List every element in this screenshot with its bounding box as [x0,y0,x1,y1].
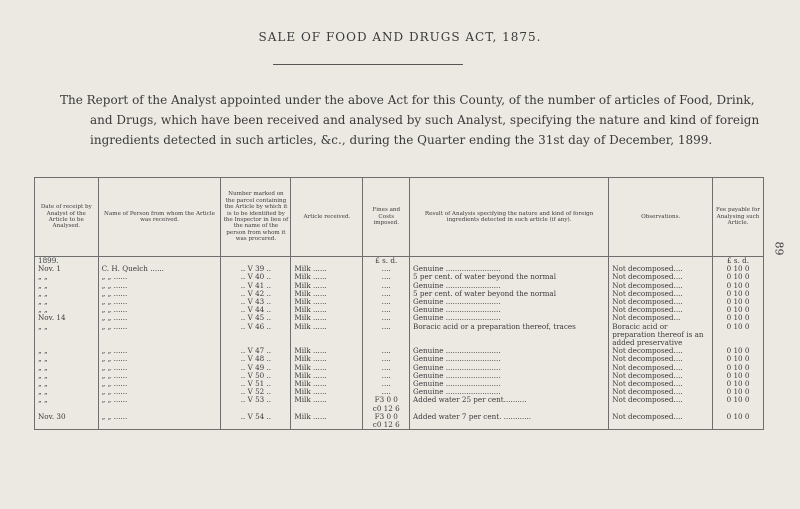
fee-cell: 0 10 0 [713,380,764,388]
article-cell: Milk ...... [291,355,363,363]
table-row [35,355,764,363]
result-cell: Genuine ........................ [410,364,609,372]
number-cell: .. V 50 .. [221,372,291,380]
name-cell: „ „ ...... [98,306,221,314]
fines-cell: .... [363,355,410,363]
date-cell: „ „ [35,388,99,396]
date-cell: „ „ [35,282,99,290]
currency-row [35,257,764,266]
fines-cell: .... [363,282,410,290]
number-cell: .. V 44 .. [221,306,291,314]
date-cell: „ „ [35,355,99,363]
fee-cell: 0 10 0 [713,314,764,322]
table-row [35,306,764,314]
number-cell: .. V 52 .. [221,388,291,396]
number-cell: .. V 54 .. [221,413,291,430]
fee-cell: 0 10 0 [713,323,764,348]
observation-cell: Not decomposed.... [609,265,713,273]
number-cell: .. V 49 .. [221,364,291,372]
table-row [35,388,764,396]
analysis-register-table [34,177,764,430]
name-cell: „ „ ...... [98,380,221,388]
fines-cell: .... [363,372,410,380]
name-cell: „ „ ...... [98,314,221,322]
table-row [35,282,764,290]
date-cell: „ „ [35,306,99,314]
article-cell: Milk ...... [291,372,363,380]
col-header-number: Number marked on the parcel containing the Article by which it is to be identified by the Inspector in lieu of the name of the person from whom it was procured. [221,178,291,257]
fee-cell: 0 10 0 [713,388,764,396]
observation-cell: Not decomposed.... [609,396,713,412]
fee-cell: 0 10 0 [713,265,764,273]
col-header-article: Article received. [291,178,363,257]
observation-cell: Not decomposed.... [609,273,713,281]
header-row [35,178,764,257]
number-cell: .. V 48 .. [221,355,291,363]
intro-line: and Drugs, which have been received and analysed by such Analyst, specifying the nature and kind of foreign [90,113,760,127]
date-cell: „ „ [35,347,99,355]
article-cell: Milk ...... [291,396,363,412]
name-cell: „ „ ...... [98,347,221,355]
fines-cell: .... [363,298,410,306]
table-row [35,290,764,298]
fee-cell: 0 10 0 [713,282,764,290]
col-header-name: Name of Person from whom the Article was received. [98,178,221,257]
fee-cell: 0 10 0 [713,298,764,306]
observation-cell: Not decomposed.... [609,306,713,314]
result-cell: 5 per cent. of water beyond the normal [410,273,609,281]
observation-cell: Not decomposed.... [609,413,713,430]
article-cell: Milk ...... [291,298,363,306]
name-cell: „ „ ...... [98,372,221,380]
observation-cell: Not decomposed.... [609,372,713,380]
col-header-date: Date of receipt by Analyst of the Article to be Analysed. [35,178,99,257]
observation-cell: Boracic acid or preparation thereof is an added preservative [609,323,713,348]
fee-cell: 0 10 0 [713,355,764,363]
date-cell: Nov. 1 [35,265,99,273]
col-header-observations: Observations. [609,178,713,257]
fee-cell: 0 10 0 [713,396,764,412]
result-cell: Genuine ........................ [410,282,609,290]
fee-cell: 0 10 0 [713,364,764,372]
table-row [35,298,764,306]
fee-cell: 0 10 0 [713,372,764,380]
fines-cell: .... [363,388,410,396]
article-cell: Milk ...... [291,306,363,314]
fines-cell: .... [363,265,410,273]
observation-cell: Not decomposed.... [609,298,713,306]
result-cell: Genuine ........................ [410,298,609,306]
result-cell: Genuine ........................ [410,265,609,273]
report-intro [60,90,760,150]
result-cell: Added water 25 per cent.......... [410,396,609,412]
fee-cell: 0 10 0 [713,347,764,355]
table-row [35,265,764,273]
name-cell: „ „ ...... [98,290,221,298]
observation-cell: Not decomposed.... [609,388,713,396]
fee-cell: 0 10 0 [713,413,764,430]
col-header-fee: Fee payable for Analysing such Article. [713,178,764,257]
fines-cell: .... [363,273,410,281]
name-cell: „ „ ...... [98,323,221,348]
article-cell: Milk ...... [291,323,363,348]
fines-cell: F3 0 0 c0 12 6 [363,396,410,412]
number-cell: .. V 42 .. [221,290,291,298]
table-row [35,413,764,430]
date-cell: „ „ [35,273,99,281]
article-cell: Milk ...... [291,388,363,396]
result-cell: Genuine ........................ [410,380,609,388]
fee-cell: 0 10 0 [713,290,764,298]
date-cell: Nov. 14 [35,314,99,322]
result-cell: 5 per cent. of water beyond the normal [410,290,609,298]
intro-line: ingredients detected in such articles, &c., during the Quarter ending the 31st day of December, 1899. [90,133,713,147]
observation-cell: Not decomposed.... [609,364,713,372]
fines-cell: F3 0 0 c0 12 6 [363,413,410,430]
year-cell: 1899. [35,257,99,266]
number-cell: .. V 51 .. [221,380,291,388]
result-cell: Genuine ........................ [410,355,609,363]
table-row [35,314,764,322]
fines-cell: .... [363,314,410,322]
name-cell: „ „ ...... [98,396,221,412]
number-cell: .. V 45 .. [221,314,291,322]
article-cell: Milk ...... [291,314,363,322]
result-cell: Added water 7 per cent. ............ [410,413,609,430]
title-divider [273,64,463,65]
number-cell: .. V 47 .. [221,347,291,355]
number-cell: .. V 39 .. [221,265,291,273]
name-cell: „ „ ...... [98,388,221,396]
observation-cell: Not decomposed.... [609,290,713,298]
act-title: SALE OF FOOD AND DRUGS ACT, 1875. [258,30,542,44]
fines-cell: .... [363,323,410,348]
fines-cell: .... [363,290,410,298]
date-cell: „ „ [35,380,99,388]
table-row [35,380,764,388]
date-cell: „ „ [35,323,99,348]
name-cell: „ „ ...... [98,413,221,430]
fines-cell: .... [363,347,410,355]
fines-cell: .... [363,364,410,372]
result-cell: Genuine ........................ [410,388,609,396]
result-cell: Genuine ........................ [410,372,609,380]
table-row [35,396,764,412]
result-cell: Genuine ........................ [410,314,609,322]
date-cell: „ „ [35,290,99,298]
observation-cell: Not decomposed... [609,314,713,322]
number-cell: .. V 41 .. [221,282,291,290]
observation-cell: Not decomposed.... [609,282,713,290]
article-cell: Milk ...... [291,380,363,388]
result-cell: Genuine ........................ [410,347,609,355]
date-cell: „ „ [35,396,99,412]
name-cell: „ „ ...... [98,364,221,372]
page-number: 89 [772,241,786,256]
article-cell: Milk ...... [291,290,363,298]
date-cell: Nov. 30 [35,413,99,430]
table-row [35,273,764,281]
intro-line: The Report of the Analyst appointed under the above Act for this County, of the number of articles of Food, Drink, [60,93,755,107]
name-cell: C. H. Quelch ...... [98,265,221,273]
article-cell: Milk ...... [291,265,363,273]
result-cell: Boracic acid or a preparation thereof, traces [410,323,609,348]
col-header-result: Result of Analysis specifying the nature and kind of foreign ingredients detected in such article (if any). [410,178,609,257]
fines-currency-cell: £ s. d. [363,257,410,266]
number-cell: .. V 40 .. [221,273,291,281]
number-cell: .. V 43 .. [221,298,291,306]
article-cell: Milk ...... [291,273,363,281]
article-cell: Milk ...... [291,282,363,290]
fee-cell: 0 10 0 [713,273,764,281]
fines-cell: .... [363,306,410,314]
article-cell: Milk ...... [291,347,363,355]
number-cell: .. V 53 .. [221,396,291,412]
table-row [35,372,764,380]
observation-cell: Not decomposed.... [609,380,713,388]
name-cell: „ „ ...... [98,282,221,290]
number-cell: .. V 46 .. [221,323,291,348]
name-cell: „ „ ...... [98,298,221,306]
table-row [35,347,764,355]
observation-cell: Not decomposed.... [609,355,713,363]
name-cell: „ „ ...... [98,355,221,363]
date-cell: „ „ [35,298,99,306]
fee-currency-cell: £ s. d. [713,257,764,266]
date-cell: „ „ [35,364,99,372]
col-header-fines: Fines and Costs imposed. [363,178,410,257]
date-cell: „ „ [35,372,99,380]
table-row [35,364,764,372]
observation-cell: Not decomposed.... [609,347,713,355]
fee-cell: 0 10 0 [713,306,764,314]
article-cell: Milk ...... [291,413,363,430]
table-row [35,323,764,348]
name-cell: „ „ ...... [98,273,221,281]
article-cell: Milk ...... [291,364,363,372]
fines-cell: .... [363,380,410,388]
result-cell: Genuine ........................ [410,306,609,314]
